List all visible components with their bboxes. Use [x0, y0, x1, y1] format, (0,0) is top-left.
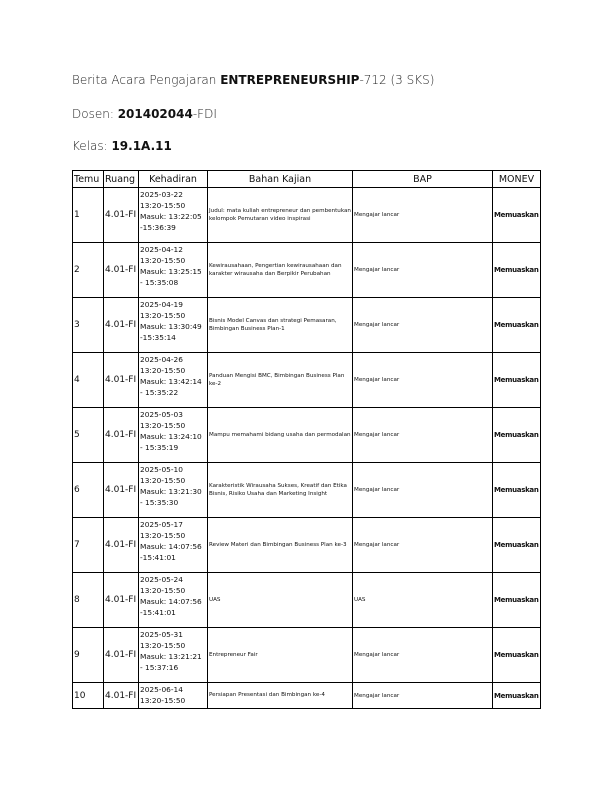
bap-note: Mengajar lancar — [353, 408, 493, 463]
attendance-masuk: Masuk: 14:07:56 -15:41:01 — [140, 597, 202, 617]
monev-rating: Memuaskan — [493, 408, 541, 463]
attendance-cell — [139, 188, 208, 243]
teaching-record-table — [72, 170, 541, 709]
table-header-row — [73, 171, 541, 188]
meeting-number: 7 — [73, 518, 104, 573]
course-material: Mampu memahami bidang usaha dan permodalan — [208, 408, 353, 463]
attendance-cell — [139, 573, 208, 628]
meeting-number: 4 — [73, 353, 104, 408]
table-row — [73, 628, 541, 683]
report-title: Berita Acara Pengajaran ENTREPRENEURSHIP-712 (3 SKS) — [72, 73, 435, 87]
course-material: UAS — [208, 573, 353, 628]
attendance-cell — [139, 683, 208, 709]
monev-rating: Memuaskan — [493, 243, 541, 298]
meeting-number: 8 — [73, 573, 104, 628]
col-header-temu: Temu — [73, 171, 104, 188]
room: 4.01-FI — [104, 573, 139, 628]
attendance-cell — [139, 298, 208, 353]
attendance-tanggal: 2025-06-14 — [140, 685, 183, 694]
attendance-tanggal: 2025-05-31 — [140, 630, 183, 639]
meeting-number: 1 — [73, 188, 104, 243]
course-material: Panduan Mengisi BMC, Bimbingan Business Plan ke-2 — [208, 353, 353, 408]
bap-note: UAS — [353, 573, 493, 628]
monev-rating: Memuaskan — [493, 518, 541, 573]
monev-rating: Memuaskan — [493, 188, 541, 243]
attendance-jam: 13:20-15:50 — [140, 476, 186, 485]
col-header-ruang: Ruang — [104, 171, 139, 188]
meeting-number: 2 — [73, 243, 104, 298]
attendance-cell — [139, 408, 208, 463]
meeting-number: 5 — [73, 408, 104, 463]
attendance-tanggal: 2025-04-19 — [140, 300, 183, 309]
meeting-number: 3 — [73, 298, 104, 353]
monev-rating: Memuaskan — [493, 683, 541, 709]
attendance-tanggal: 2025-05-17 — [140, 520, 183, 529]
course-material: Karakteristik Wirausaha Sukses, Kreatif dan Etika Bisnis, Risiko Usaha dan Marketing Insight — [208, 463, 353, 518]
room: 4.01-FI — [104, 628, 139, 683]
lecturer-id: 201402044 — [117, 107, 193, 121]
room: 4.01-FI — [104, 683, 139, 709]
meeting-number: 6 — [73, 463, 104, 518]
attendance-cell — [139, 243, 208, 298]
table-row — [73, 573, 541, 628]
monev-rating: Memuaskan — [493, 353, 541, 408]
monev-rating: Memuaskan — [493, 298, 541, 353]
attendance-tanggal: 2025-05-24 — [140, 575, 183, 584]
attendance-jam: 13:20-15:50 — [140, 586, 186, 595]
attendance-jam: 13:20-15:50 — [140, 421, 186, 430]
col-header-bahan-kajian: Bahan Kajian — [208, 171, 353, 188]
attendance-masuk: Masuk: 13:21:30 - 15:35:30 — [140, 487, 202, 507]
course-name: ENTREPRENEURSHIP — [220, 73, 360, 87]
attendance-jam: 13:20-15:50 — [140, 641, 186, 650]
attendance-masuk: Masuk: 13:24:10 - 15:35:19 — [140, 432, 202, 452]
attendance-tanggal: 2025-04-12 — [140, 245, 183, 254]
attendance-tanggal: 2025-05-10 — [140, 465, 183, 474]
attendance-jam: 13:20-15:50 — [140, 256, 186, 265]
bap-note: Mengajar lancar — [353, 518, 493, 573]
course-material: Review Materi dan Bimbingan Business Plan ke-3 — [208, 518, 353, 573]
table-row — [73, 298, 541, 353]
bap-note: Mengajar lancar — [353, 353, 493, 408]
col-header-monev: MONEV — [493, 171, 541, 188]
room: 4.01-FI — [104, 353, 139, 408]
room: 4.01-FI — [104, 518, 139, 573]
table-row — [73, 188, 541, 243]
room: 4.01-FI — [104, 188, 139, 243]
attendance-jam: 13:20-15:50 — [140, 696, 186, 705]
bap-note: Mengajar lancar — [353, 298, 493, 353]
monev-rating: Memuaskan — [493, 463, 541, 518]
monev-rating: Memuaskan — [493, 628, 541, 683]
table-row — [73, 408, 541, 463]
table-row — [73, 683, 541, 709]
attendance-masuk: Masuk: 13:42:14 - 15:35:22 — [140, 377, 202, 397]
bap-note: Mengajar lancar — [353, 463, 493, 518]
attendance-masuk: Masuk: 13:22:05 -15:36:39 — [140, 212, 202, 232]
table-row — [73, 243, 541, 298]
lecturer-line: Dosen: 201402044-FDI — [72, 107, 217, 121]
attendance-masuk: Masuk: 14:07:56 -15:41:01 — [140, 542, 202, 562]
attendance-cell — [139, 463, 208, 518]
bap-note: Mengajar lancar — [353, 243, 493, 298]
attendance-jam: 13:20-15:50 — [140, 366, 186, 375]
room: 4.01-FI — [104, 463, 139, 518]
attendance-cell — [139, 628, 208, 683]
attendance-jam: 13:20-15:50 — [140, 201, 186, 210]
table-row — [73, 463, 541, 518]
table-row — [73, 518, 541, 573]
bap-note: Mengajar lancar — [353, 628, 493, 683]
col-header-kehadiran: Kehadiran — [139, 171, 208, 188]
room: 4.01-FI — [104, 408, 139, 463]
attendance-masuk: Masuk: 13:30:49 -15:35:14 — [140, 322, 202, 342]
monev-rating: Memuaskan — [493, 573, 541, 628]
attendance-jam: 13:20-15:50 — [140, 531, 186, 540]
bap-note: Mengajar lancar — [353, 683, 493, 709]
table-row — [73, 353, 541, 408]
attendance-tanggal: 2025-03-22 — [140, 190, 183, 199]
room: 4.01-FI — [104, 298, 139, 353]
course-material: Entrepreneur Fair — [208, 628, 353, 683]
course-material: Judul: mata kuliah entrepreneur dan pembentukan kelompok Pemutaran video inspirasi — [208, 188, 353, 243]
attendance-jam: 13:20-15:50 — [140, 311, 186, 320]
col-header-bap: BAP — [353, 171, 493, 188]
course-material: Persiapan Presentasi dan Bimbingan ke-4 — [208, 683, 353, 709]
attendance-tanggal: 2025-05-03 — [140, 410, 183, 419]
attendance-masuk: Masuk: 13:25:15 - 15:35:08 — [140, 267, 202, 287]
room: 4.01-FI — [104, 243, 139, 298]
meeting-number: 9 — [73, 628, 104, 683]
bap-note: Mengajar lancar — [353, 188, 493, 243]
course-material: Bisnis Model Canvas dan strategi Pemasaran, Bimbingan Business Plan-1 — [208, 298, 353, 353]
course-material: Kewirausahaan, Pengertian kewirausahaan dan karakter wirausaha dan Berpikir Perubahan — [208, 243, 353, 298]
meeting-number: 10 — [73, 683, 104, 709]
class-code: 19.1A.11 — [111, 139, 172, 153]
attendance-cell — [139, 518, 208, 573]
attendance-masuk: Masuk: 13:21:21 - 15:37:16 — [140, 652, 202, 672]
attendance-cell — [139, 353, 208, 408]
attendance-tanggal: 2025-04-26 — [140, 355, 183, 364]
class-line: Kelas: 19.1A.11 — [72, 139, 172, 153]
